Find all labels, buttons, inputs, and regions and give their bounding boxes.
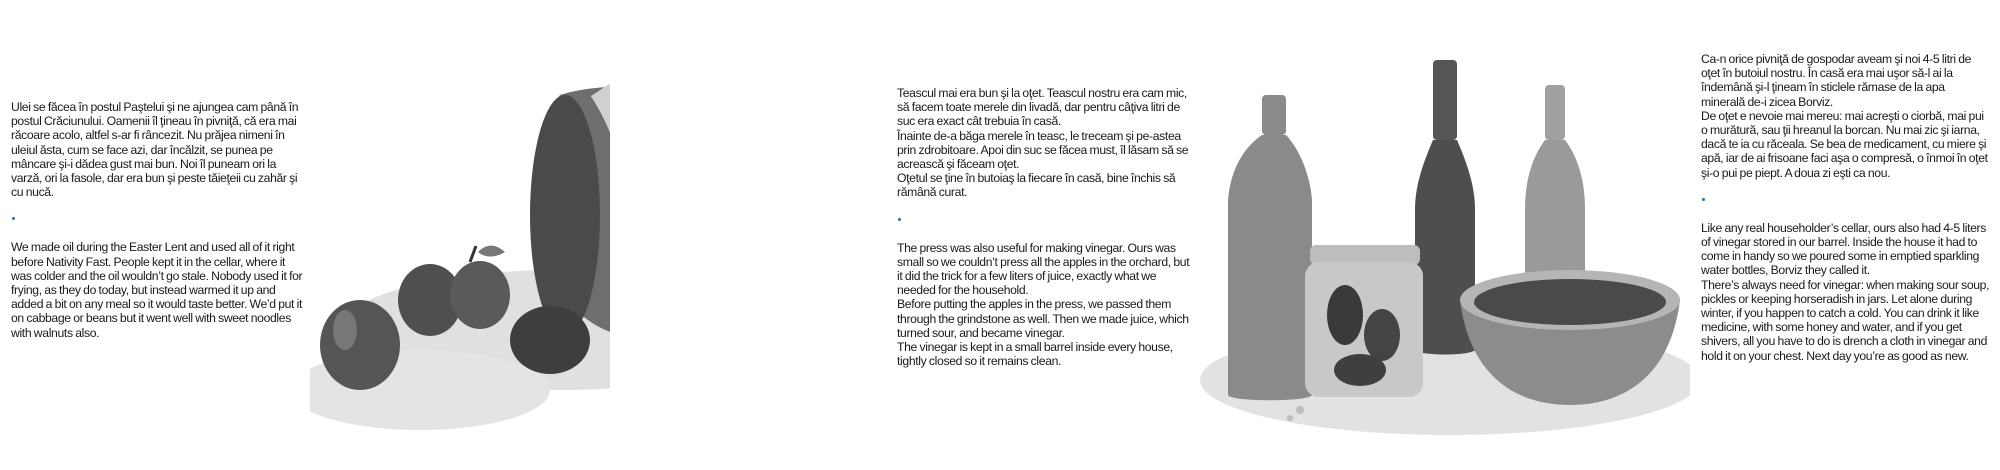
- separator-dot: [898, 218, 901, 221]
- bottles-jar-and-bowl-illustration: [1200, 40, 1690, 450]
- text-column-vinegar: [1701, 52, 1991, 363]
- apples-and-barrel-illustration: [310, 70, 610, 450]
- bottle-graphic: [1525, 85, 1585, 300]
- paragraph-romanian: Teascul mai era bun şi la oţet. Teascul nostru era cam mic, să facem toate merele din livadă, dar pentru câţiva litri de suc era exact cât trebuia în casă. Înainte de-a băga merele în teasc, le treceam şi pe-astea prin zdrobitoare. Apoi din suc se făcea must, îl lăsam să se acrească şi făceam oţet. Oţetul se ţine în butoiaş la fiecare în casă, bine închis să rămână curat.: [897, 86, 1189, 200]
- separator-dot: [1702, 198, 1705, 201]
- pickle-jar-graphic: [1305, 245, 1423, 397]
- apple-graphic: [398, 246, 510, 336]
- apple-graphic: [510, 306, 590, 374]
- text-column-press: [897, 86, 1197, 368]
- separator-dot: [12, 217, 15, 220]
- text-column-oil: [11, 100, 308, 340]
- apple-graphic: [320, 300, 400, 390]
- bottle-graphic: [1228, 95, 1312, 400]
- paragraph-english: The press was also useful for making vinegar. Ours was small so we couldn’t press all the apples in the orchard, but it did the trick for a few liters of juice, exactly what we needed for the household. Before putting the apples in the press, we passed them through the grindstone as well. Then we made juice, which turned sour, and became vinegar. The vinegar is kept in a small barrel inside every house, tightly closed so it remains clean.: [897, 240, 1190, 369]
- paragraph-english: We made oil during the Easter Lent and used all of it right before Nativity Fast. People kept it in the cellar, where it was colder and the oil wouldn’t go stale. Nobody used it for frying, as they do today, but instead warmed it up and added a bit on any meal so it would taste better. We’d put it on cabbage or beans but it went well with sweet noodles with walnuts also.: [11, 240, 303, 340]
- paragraph-english: Like any real householder’s cellar, ours also had 4-5 liters of vinegar stored in our barrel. Inside the house it had to come in handy so we poured some in emptied sparkling water bottles, Borviz they called it. There’s always need for vinegar: when making sour soup, pickles or keeping horseradish in jars. Let alone during winter, if you happen to catch a cold. You can drink it like medicine, with some honey and water, and if you get shivers, all you have to do is drench a cloth in vinegar and hold it on your chest. Next day you’re as good as new.: [1701, 220, 1990, 363]
- paragraph-romanian: Ulei se făcea în postul Paştelui şi ne ajungea cam până în postul Crăciunului. Oamenii îl ţineau în pivniţă, că era mai răcoare acolo, altfel s-ar fi râncezit. Nu prăjea nimeni în uleiul ăsta, cum se face azi, dar încălzit, se punea pe mâncare şi-i dădea gust mai bun. Noi îl puneam ori la varză, ori la fasole, dar era bun şi peste tăieţeii cu zahăr şi cu nucă.: [11, 100, 299, 200]
- paragraph-romanian: Ca-n orice pivniţă de gospodar aveam şi noi 4-5 litri de oţet în butoiul nostru. În casă era mai uşor să-l ai la îndemână şi-l ţineam în sticlele rămase de la apa minerală de-i zicea Borviz. De oţet e nevoie mai mereu: mai acreşti o ciorbă, mai pui o murătură, sau ţii hreanul la borcan. Nu mai zic şi iarna, dacă te ia cu răceala. Se bea de medicament, cu miere şi apă, iar de ai frisoane faci aşa o compresă, o înmoi în oţet şi-o pui pe piept. A doua zi eşti ca nou.: [1701, 52, 1988, 180]
